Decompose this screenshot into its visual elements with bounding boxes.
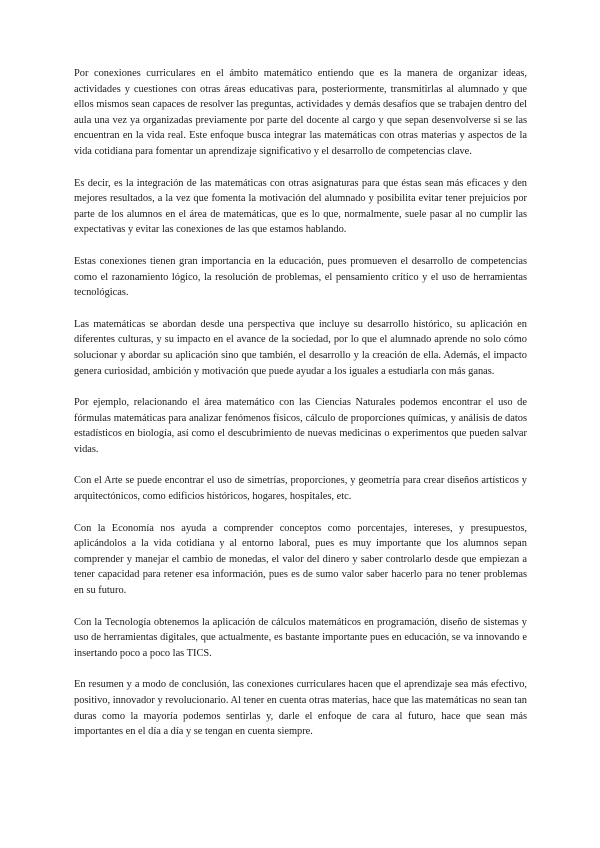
paragraph-technology: Con la Tecnología obtenemos la aplicación de cálculos matemáticos en programación, diseño de sistemas y uso de herramientas digitales, que actualmente, es bastante importante pues en educación, se va innovando e insertando poco a poco las TICS. [74,616,527,659]
paragraph-art: Con el Arte se puede encontrar el uso de simetrías, proporciones, y geometría para crear diseños artísticos y arquitectónicos, como edificios históricos, hogares, hospitales, etc. [74,475,527,503]
paragraph-historical-perspective: Las matemáticas se abordan desde una perspectiva que incluye su desarrollo histórico, su aplicación en diferentes culturas, y su impacto en el avance de la sociedad, por lo que el alumnado aprende no solo cómo solucionar y abordar su aplicación sino que también, el desarrollo y la creación de ella. Además, el impacto genera curiosidad, ambición y motivación que puede ayudar a los iguales a estudiarla con más ganas. [74,318,527,377]
paragraph-integration-explanation: Es decir, es la integración de las matemáticas con otras asignaturas para que éstas sean más eficaces y den mejores resultados, a la vez que fomenta la motivación del alumnado y posibilita evitar tener prejuicios por parte de los alumnos en el área de matemáticas, que es lo que, normalmente, suele pasar al no cumplir las expectativas y evitar las conexiones de las que estamos hablando. [74,177,527,236]
paragraph-economy: Con la Economía nos ayuda a comprender conceptos como porcentajes, intereses, y presupuestos, aplicándolos a la vida cotidiana y al entorno laboral, pues es muy importante que los alumnos sepan comprender y manejar el cambio de monedas, el valor del dinero y saber controlarlo desde que empiezan a tener capacidad para retener esa información, pues es de sumo valor saber hacerlo para no tener problemas en su futuro. [74,522,527,597]
document-page [74,66,527,756]
paragraph-importance: Estas conexiones tienen gran importancia en la educación, pues promueven el desarrollo de competencias como el razonamiento lógico, la resolución de problemas, el pensamiento crítico y el uso de herramientas tecnológicas. [74,255,527,299]
paragraph-natural-sciences: Por ejemplo, relacionando el área matemático con las Ciencias Naturales podemos encontrar el uso de fórmulas matemáticas para analizar fenómenos físicos, cálculo de proporciones químicas, y análisis de datos estadísticos en biología, así como el descubrimiento de nuevas medicinas o experimentos que pueden salvar vidas. [74,397,527,455]
paragraph-curricular-connections-definition: Por conexiones curriculares en el ámbito matemático entiendo que es la manera de organizar ideas, actividades y cuestiones con otras áreas educativas para, posteriormente, transmitirlas al alumnado y que ellos mismos sean capaces de resolver las preguntas, actividades y demás desafíos que se trabajen dentro del aula una vez ya organizadas previamente por parte del docente al cargo y que sepan desenvolverse si se las encuentran en la vida real. Este enfoque busca integrar las matemáticas con otras materias y aspectos de la vida cotidiana para fomentar un aprendizaje significativo y el desarrollo de competencias clave. [74,68,527,157]
paragraph-conclusion: En resumen y a modo de conclusión, las conexiones curriculares hacen que el aprendizaje sea más efectivo, positivo, innovador y revolucionario. Al tener en cuenta otras materias, hace que las matemáticas no sean tan duras como la mayoría podemos sentirlas y, darle el enfoque de cara al futuro, hace que sean más importantes en el día a día y se tengan en cuenta siempre. [74,679,527,738]
